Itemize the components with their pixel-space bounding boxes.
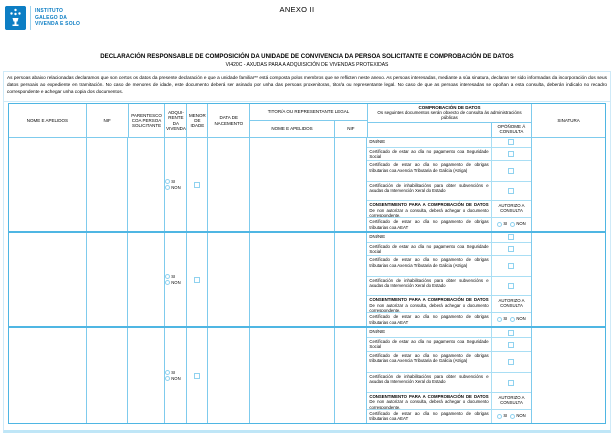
nome-apelidos-field[interactable] xyxy=(9,328,87,423)
radio-label: NON xyxy=(171,376,181,381)
adquirente-si-radio[interactable] xyxy=(165,179,175,184)
header-titor-group xyxy=(250,104,368,137)
member-block xyxy=(9,328,605,423)
oponome-checkbox[interactable] xyxy=(508,263,514,269)
doc-label: Certificado de estar ao día no pagamento de obrigas tributarias coa AEAT xyxy=(367,218,491,231)
header-titor-nif: NIF xyxy=(347,125,355,131)
doc-row-seguridade-social xyxy=(367,338,531,352)
radio-icon xyxy=(165,274,170,279)
titor-nif-field[interactable] xyxy=(335,138,368,231)
doc-row-atriga xyxy=(367,352,531,373)
doc-label: Certificado de estar ao día no pagamento coa Seguridade Social xyxy=(367,243,491,256)
form-title: DECLARACIÓN RESPONSABLE DE COMPOSICIÓN DA UNIDADE DE CONVIVENCIA DA PERSOA SOLICITANTE E COMPROBACIÓN DE DATOS xyxy=(100,53,514,60)
radio-label: SI xyxy=(503,221,508,227)
parentesco-field[interactable] xyxy=(128,328,165,423)
radio-icon xyxy=(165,376,170,381)
logo-text: INSTITUTO GALEGO DA VIVENDA E SOLO xyxy=(35,8,81,28)
oponome-cell xyxy=(492,328,532,337)
oponome-cell xyxy=(492,256,532,275)
authorize-label: AUTORIZO A CONSULTA xyxy=(498,395,525,405)
header-adquirente: ADQUI- RENTE DA VIVENDA xyxy=(165,104,187,137)
adquirente-non-radio[interactable] xyxy=(165,376,180,381)
radio-label: SI xyxy=(171,274,176,279)
consent-header-row xyxy=(367,296,531,313)
header-comprobacion-group xyxy=(368,104,532,137)
consent-text xyxy=(367,393,491,409)
consent-title: CONSENTIMENTO PARA A COMPROBACIÓN DE DATOS xyxy=(369,202,489,208)
table-header-row xyxy=(9,104,605,138)
radio-label: NON xyxy=(171,280,181,285)
titor-nif-field[interactable] xyxy=(335,328,368,423)
nome-apelidos-field[interactable] xyxy=(9,233,87,326)
oponome-cell xyxy=(492,161,532,180)
radio-label: SI xyxy=(171,370,176,375)
doc-label: Certificado de estar ao día no pagamento coa Seguridade Social xyxy=(367,148,491,161)
sinatura-field[interactable] xyxy=(532,233,605,326)
oponome-cell xyxy=(492,338,532,351)
header-titor-nome: NOME E APELIDOS xyxy=(250,121,335,137)
radio-icon xyxy=(165,185,170,190)
oponome-cell xyxy=(492,373,532,392)
consent-note: De non autorizar a consulta, deberá achegar o documento correspondente. xyxy=(369,302,489,313)
radio-icon xyxy=(497,414,502,419)
doc-row-seguridade-social xyxy=(367,243,531,257)
adquirente-non-radio[interactable] xyxy=(165,185,180,190)
radio-icon xyxy=(165,179,170,184)
aeat-si-radio[interactable] xyxy=(497,414,507,419)
comprobacion-stack xyxy=(367,233,532,326)
radio-label: NON xyxy=(516,316,526,322)
radio-icon xyxy=(497,317,502,322)
radio-label: NON xyxy=(516,413,526,419)
radio-icon xyxy=(510,222,515,227)
comprobacion-title: COMPROBACIÓN DE DATOS xyxy=(418,105,481,110)
doc-row-aeat xyxy=(367,410,531,423)
consent-header-row xyxy=(367,201,531,218)
oponome-cell xyxy=(492,352,532,372)
radio-label: NON xyxy=(516,221,526,227)
radio-icon xyxy=(510,414,515,419)
oponome-checkbox[interactable] xyxy=(508,330,514,336)
sinatura-field[interactable] xyxy=(532,138,605,231)
adquirente-field xyxy=(165,328,187,423)
doc-row-dni xyxy=(367,233,531,243)
radio-icon xyxy=(165,370,170,375)
aeat-si-radio[interactable] xyxy=(497,317,507,322)
data-nacemento-field[interactable] xyxy=(208,328,250,423)
oponome-cell xyxy=(492,182,532,200)
parentesco-field[interactable] xyxy=(128,233,165,326)
header-oponome: OPÓÑOME Á CONSULTA xyxy=(497,123,526,134)
oponome-cell xyxy=(492,138,532,147)
doc-label: Certificado de estar ao día no pagamento de obrigas tributarias coa AEAT xyxy=(367,313,491,326)
adquirente-si-radio[interactable] xyxy=(165,274,175,279)
oponome-checkbox[interactable] xyxy=(508,151,514,157)
menor-checkbox[interactable] xyxy=(194,373,200,379)
header-doc-spacer xyxy=(368,123,492,137)
consent-text xyxy=(367,296,491,312)
oponome-cell xyxy=(492,243,532,256)
consent-title: CONSENTIMENTO PARA A COMPROBACIÓN DE DATOS xyxy=(369,297,489,303)
data-nacemento-field[interactable] xyxy=(208,233,250,326)
intro-paragraph: As persoas abaixo relacionadas declaramos que son certos os datos da presente declaración e que a unidade familiar** está composta polos membros que se reflicten neste anexo. As persoas interesadas, mediante a súa sinatura, declaran ter sido informadas da incorporación dos seus datos persoais ao expediente en tramitación. No caso de menores de idade, este documento deberá ser asinado por unha das persoas proxenitoras, titor/a ou representante legal. No caso de que as persoas interesadas se opoñan a esta consulta, deberán indicalo no recadro correspondente e achegar unha copia dos documentos. xyxy=(4,72,610,102)
menor-idade-cell xyxy=(187,233,208,326)
menor-idade-cell xyxy=(187,328,208,423)
header-nome: NOME E APELIDOS xyxy=(9,104,87,137)
oponome-cell xyxy=(492,148,532,161)
anexo-label: ANEXO II xyxy=(279,5,315,14)
header-comprobacion xyxy=(368,104,531,123)
consent-title: CONSENTIMENTO PARA A COMPROBACIÓN DE DATOS xyxy=(369,394,489,399)
aeat-non-radio[interactable] xyxy=(510,414,525,419)
nif-field[interactable] xyxy=(87,233,129,326)
form-subtitle: VI420C - AXUDAS PARA A ADQUISICIÓN DE VIVENDAS PROTEXIDAS xyxy=(225,62,389,68)
aeat-non-radio[interactable] xyxy=(510,317,525,322)
oponome-checkbox[interactable] xyxy=(508,342,514,348)
doc-row-seguridade-social xyxy=(367,148,531,162)
aeat-si-radio[interactable] xyxy=(497,222,507,227)
header-menor: MENOR DE IDADE xyxy=(187,104,208,137)
aeat-consent-cell xyxy=(492,313,532,326)
menor-checkbox[interactable] xyxy=(194,182,200,188)
menor-checkbox[interactable] xyxy=(194,277,200,283)
doc-label: DNI/NIE xyxy=(367,233,491,242)
member-block xyxy=(9,138,605,233)
doc-label: Certificado de estar ao día no pagamento de obrigas tributarias coa Axencia Tributaria de Galicia (Atriga) xyxy=(367,256,491,275)
header-sinatura: SINATURA xyxy=(557,117,580,123)
nome-apelidos-field[interactable] xyxy=(9,138,87,231)
doc-label: Certificado de estar ao día no pagamento coa Seguridade Social xyxy=(367,338,491,351)
menor-idade-cell xyxy=(187,138,208,231)
oponome-cell xyxy=(492,233,532,242)
doc-row-inhabilitacions xyxy=(367,277,531,296)
doc-label: Certificación de inhabilitacións para obter subvencións e axudas da Intervención Xeral do Estado xyxy=(367,182,491,200)
header-parentesco: PARENTESCO COA PERSOA SOLICITANTE xyxy=(129,104,166,137)
sinatura-field[interactable] xyxy=(532,328,605,423)
aeat-consent-cell xyxy=(492,410,532,423)
radio-icon xyxy=(510,317,515,322)
oponome-checkbox[interactable] xyxy=(508,139,514,145)
adquirente-non-radio[interactable] xyxy=(165,280,180,285)
oponome-cell xyxy=(492,277,532,295)
comprobacion-stack xyxy=(367,328,532,423)
doc-label: Certificado de estar ao día no pagamento de obrigas tributarias coa Axencia Tributaria de Galicia (Atriga) xyxy=(367,161,491,180)
authorize-label: AUTORIZO A CONSULTA xyxy=(498,298,525,309)
nif-field[interactable] xyxy=(87,138,129,231)
doc-row-aeat xyxy=(367,313,531,326)
oponome-checkbox[interactable] xyxy=(508,283,514,289)
titor-nome-field[interactable] xyxy=(250,233,335,326)
doc-label: Certificación de inhabilitacións para obter subvencións e axudas da Intervención Xeral do Estado xyxy=(367,277,491,295)
consent-note: De non autorizar a consulta, deberá achegar o documento correspondente. xyxy=(369,399,489,409)
doc-row-atriga xyxy=(367,161,531,181)
radio-icon xyxy=(497,222,502,227)
aeat-non-radio[interactable] xyxy=(510,222,525,227)
doc-label: Certificado de estar ao día no pagamento de obrigas tributarias coa AEAT xyxy=(367,410,491,423)
oponome-checkbox[interactable] xyxy=(508,359,514,365)
doc-row-aeat xyxy=(367,218,531,231)
member-block xyxy=(9,233,605,328)
nif-field[interactable] xyxy=(87,328,129,423)
doc-row-inhabilitacions xyxy=(367,182,531,201)
adquirente-field xyxy=(165,138,187,231)
oponome-checkbox[interactable] xyxy=(508,168,514,174)
aeat-consent-cell xyxy=(492,218,532,231)
doc-row-dni xyxy=(367,138,531,148)
adquirente-field xyxy=(165,233,187,326)
oponome-checkbox[interactable] xyxy=(508,188,514,194)
doc-row-dni xyxy=(367,328,531,338)
radio-label: SI xyxy=(171,179,176,184)
adquirente-si-radio[interactable] xyxy=(165,370,175,375)
parentesco-field[interactable] xyxy=(128,138,165,231)
doc-row-inhabilitacions xyxy=(367,373,531,393)
doc-label: DNI/NIE xyxy=(367,328,491,337)
doc-label: DNI/NIE xyxy=(367,138,491,147)
doc-label: Certificación de inhabilitacións para obter subvencións e axudas da Intervención Xeral do Estado xyxy=(367,373,491,392)
titor-nome-field[interactable] xyxy=(250,138,335,231)
authorize-label: AUTORIZO A CONSULTA xyxy=(498,203,525,214)
data-nacemento-field[interactable] xyxy=(208,138,250,231)
radio-label: SI xyxy=(503,316,508,322)
header-nif: NIF xyxy=(87,104,129,137)
doc-label: Certificado de estar ao día no pagamento de obrigas tributarias coa Axencia Tributaria de Galicia (Atriga) xyxy=(367,352,491,372)
header-titor: TITOR/A OU REPRESENTANTE LEGAL xyxy=(250,104,367,121)
comprobacion-subtitle: Os seguintes documentos serán obxecto de consulta ás administracións públicas xyxy=(377,110,522,121)
doc-row-atriga xyxy=(367,256,531,276)
comprobacion-stack xyxy=(367,138,532,231)
consent-text xyxy=(367,201,491,217)
titor-nome-field[interactable] xyxy=(250,328,335,423)
oponome-checkbox[interactable] xyxy=(508,234,514,240)
radio-label: SI xyxy=(503,413,508,419)
oponome-checkbox[interactable] xyxy=(508,380,514,386)
consent-note: De non autorizar a consulta, deberá achegar o documento correspondente. xyxy=(369,207,489,218)
consent-header-row xyxy=(367,393,531,410)
radio-label: NON xyxy=(171,185,181,190)
header-data-nacemento: DATA DE NACEMENTO xyxy=(208,104,250,137)
oponome-checkbox[interactable] xyxy=(508,246,514,252)
titor-nif-field[interactable] xyxy=(335,233,368,326)
convivencia-table xyxy=(8,103,606,424)
radio-icon xyxy=(165,280,170,285)
